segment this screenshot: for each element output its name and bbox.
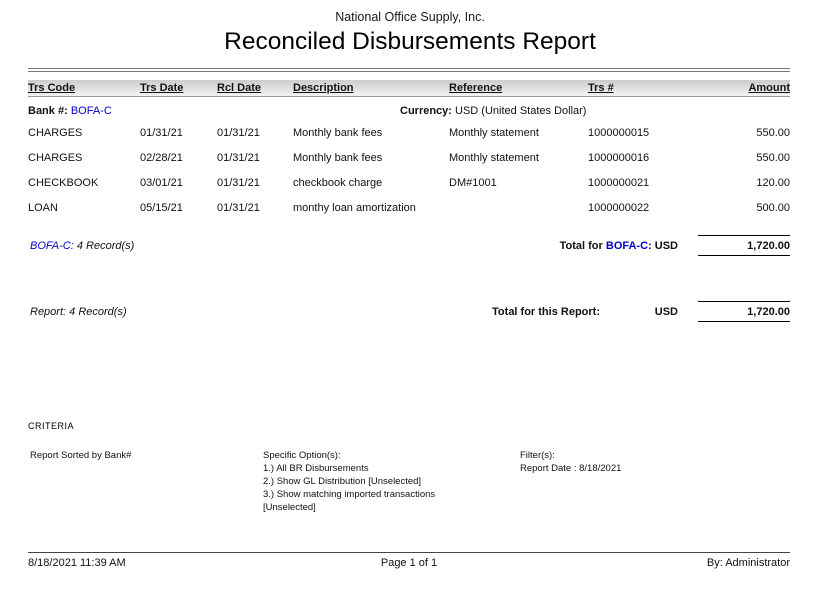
bank-record-count [30, 240, 134, 252]
bank-code: BOFA-C: [605, 240, 652, 252]
cell-trs-date: 01/31/21 [140, 127, 183, 139]
specific-option-1: 1.) All BR Disbursements [263, 463, 369, 474]
report-record-count [30, 306, 127, 318]
column-header-trs-date: Trs Date [140, 82, 184, 94]
cell-trs-num: 1000000016 [588, 152, 650, 164]
bank-header-row [28, 102, 790, 120]
footer-divider [28, 552, 790, 553]
report-total-amount: 1,720.00 [698, 301, 790, 322]
cell-trs-num: 1000000015 [588, 127, 650, 139]
cell-trs-date: 03/01/21 [140, 177, 183, 189]
bank-total-currency: USD [654, 240, 678, 252]
top-divider [28, 68, 790, 72]
table-row [28, 145, 790, 170]
table-row [28, 120, 790, 145]
report-total-currency: USD [654, 306, 678, 318]
currency-group [400, 102, 586, 120]
cell-description: checkbook charge [293, 177, 383, 189]
report-records-text: 4 Record(s) [69, 306, 127, 318]
criteria-heading: CRITERIA [28, 421, 75, 431]
report-records-label: Report: [30, 306, 67, 318]
cell-reference: Monthly statement [449, 127, 539, 139]
specific-options-label: Specific Option(s): [263, 450, 341, 461]
specific-option-3: 3.) Show matching imported transactions [263, 489, 436, 500]
specific-option-2: 2.) Show GL Distribution [Unselected] [263, 476, 422, 487]
cell-amount: 550.00 [756, 127, 790, 139]
cell-amount: 120.00 [756, 177, 790, 189]
report-total-row [28, 299, 790, 325]
company-name: National Office Supply, Inc. [335, 10, 485, 24]
cell-trs-code: CHECKBOOK [28, 177, 99, 189]
column-header-trs-code: Trs Code [28, 82, 76, 94]
bank-number-label: Bank #: [28, 105, 68, 117]
table-header-row [28, 80, 790, 97]
footer-page-number: Page 1 of 1 [380, 557, 438, 569]
cell-trs-date: 02/28/21 [140, 152, 183, 164]
cell-rcl-date: 01/31/21 [217, 127, 260, 139]
cell-trs-code: LOAN [28, 202, 58, 214]
cell-description: Monthly bank fees [293, 152, 383, 164]
cell-trs-code: CHARGES [28, 152, 83, 164]
table-row [28, 170, 790, 195]
bank-total-amount: 1,720.00 [698, 235, 790, 256]
filters-label: Filter(s): [520, 450, 555, 461]
bank-records-text: 4 Record(s) [76, 240, 135, 252]
bank-total-label [560, 240, 678, 252]
column-header-rcl-date: Rcl Date [217, 82, 262, 94]
cell-amount: 500.00 [756, 202, 790, 214]
currency-value: USD (United States Dollar) [455, 105, 587, 117]
cell-trs-code: CHARGES [28, 127, 83, 139]
cell-description: monthy loan amortization [293, 202, 416, 214]
bank-code: BOFA-C: [30, 240, 74, 252]
cell-rcl-date: 01/31/21 [217, 152, 260, 164]
cell-trs-num: 1000000022 [588, 202, 650, 214]
cell-amount: 550.00 [756, 152, 790, 164]
cell-trs-num: 1000000021 [588, 177, 650, 189]
currency-label: Currency: [400, 105, 452, 117]
bank-code: BOFA-C [70, 105, 112, 117]
column-header-amount: Amount [748, 82, 790, 94]
report-total-label: Total for this Report: [492, 306, 600, 318]
footer-datetime: 8/18/2021 11:39 AM [28, 557, 126, 569]
footer-generated-by: By: Administrator [706, 557, 790, 569]
bank-total-row [28, 235, 790, 257]
cell-reference: DM#1001 [449, 177, 497, 189]
footer [28, 557, 790, 573]
bank-total-prefix: Total for [559, 240, 603, 252]
cell-rcl-date: 01/31/21 [217, 202, 260, 214]
criteria-specific-options [263, 449, 435, 514]
filter-value: Report Date : 8/18/2021 [520, 463, 622, 474]
cell-description: Monthly bank fees [293, 127, 383, 139]
criteria-section [28, 449, 790, 529]
criteria-filters [520, 449, 621, 475]
column-header-reference: Reference [449, 82, 503, 94]
column-header-description: Description [293, 82, 354, 94]
cell-rcl-date: 01/31/21 [217, 177, 260, 189]
cell-reference: Monthly statement [449, 152, 539, 164]
specific-option-3-cont: [Unselected] [263, 502, 316, 513]
criteria-sorted-by: Report Sorted by Bank# [30, 450, 132, 461]
column-header-trs-num: Trs # [588, 82, 614, 94]
cell-trs-date: 05/15/21 [140, 202, 183, 214]
page-title: Reconciled Disbursements Report [224, 28, 596, 55]
table-row [28, 195, 790, 233]
